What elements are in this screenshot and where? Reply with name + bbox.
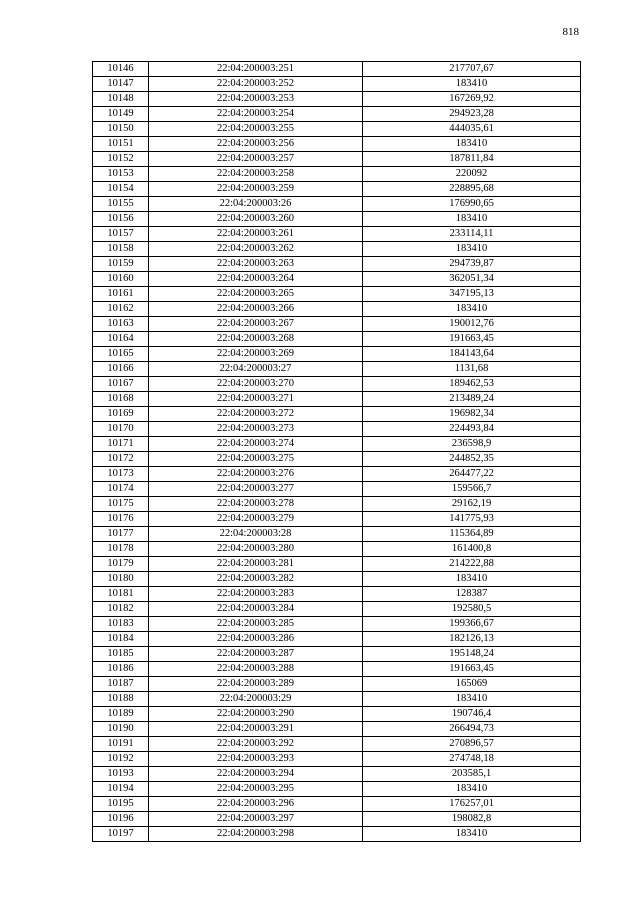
cadastral-number-cell: 22:04:200003:262: [149, 242, 363, 257]
row-number-cell: 10184: [93, 632, 149, 647]
cadastral-number-cell: 22:04:200003:272: [149, 407, 363, 422]
table-row: [93, 632, 581, 647]
value-cell: 182126,13: [363, 632, 581, 647]
value-cell: 191663,45: [363, 332, 581, 347]
row-number-cell: 10182: [93, 602, 149, 617]
table-row: [93, 647, 581, 662]
cadastral-number-cell: 22:04:200003:274: [149, 437, 363, 452]
table-row: [93, 332, 581, 347]
value-cell: 141775,93: [363, 512, 581, 527]
value-cell: 274748,18: [363, 752, 581, 767]
table-row: [93, 602, 581, 617]
cadastral-number-cell: 22:04:200003:294: [149, 767, 363, 782]
value-cell: 183410: [363, 692, 581, 707]
cadastral-number-cell: 22:04:200003:252: [149, 77, 363, 92]
value-cell: 189462,53: [363, 377, 581, 392]
cadastral-number-cell: 22:04:200003:295: [149, 782, 363, 797]
table-row: [93, 722, 581, 737]
table-row: [93, 557, 581, 572]
table-row: [93, 572, 581, 587]
cadastral-number-cell: 22:04:200003:27: [149, 362, 363, 377]
row-number-cell: 10169: [93, 407, 149, 422]
value-cell: 187811,84: [363, 152, 581, 167]
table-row: [93, 827, 581, 842]
page-number: 818: [562, 26, 579, 38]
table-row: [93, 782, 581, 797]
row-number-cell: 10156: [93, 212, 149, 227]
row-number-cell: 10148: [93, 92, 149, 107]
cadastral-number-cell: 22:04:200003:276: [149, 467, 363, 482]
value-cell: 183410: [363, 137, 581, 152]
value-cell: 199366,67: [363, 617, 581, 632]
cadastral-number-cell: 22:04:200003:297: [149, 812, 363, 827]
row-number-cell: 10178: [93, 542, 149, 557]
cadastral-number-cell: 22:04:200003:265: [149, 287, 363, 302]
table-row: [93, 92, 581, 107]
row-number-cell: 10180: [93, 572, 149, 587]
table-row: [93, 152, 581, 167]
cadastral-number-cell: 22:04:200003:257: [149, 152, 363, 167]
cadastral-number-cell: 22:04:200003:285: [149, 617, 363, 632]
row-number-cell: 10195: [93, 797, 149, 812]
table-row: [93, 767, 581, 782]
row-number-cell: 10186: [93, 662, 149, 677]
row-number-cell: 10152: [93, 152, 149, 167]
row-number-cell: 10172: [93, 452, 149, 467]
table-row: [93, 362, 581, 377]
row-number-cell: 10187: [93, 677, 149, 692]
table-row: [93, 242, 581, 257]
value-cell: 264477,22: [363, 467, 581, 482]
table-row: [93, 257, 581, 272]
table-row: [93, 512, 581, 527]
row-number-cell: 10159: [93, 257, 149, 272]
table-row: [93, 527, 581, 542]
table-row: [93, 467, 581, 482]
value-cell: 165069: [363, 677, 581, 692]
cadastral-number-cell: 22:04:200003:267: [149, 317, 363, 332]
table-row: [93, 212, 581, 227]
value-cell: 183410: [363, 782, 581, 797]
row-number-cell: 10192: [93, 752, 149, 767]
value-cell: 266494,73: [363, 722, 581, 737]
value-cell: 183410: [363, 77, 581, 92]
value-cell: 233114,11: [363, 227, 581, 242]
cadastral-number-cell: 22:04:200003:266: [149, 302, 363, 317]
row-number-cell: 10181: [93, 587, 149, 602]
row-number-cell: 10167: [93, 377, 149, 392]
table-row: [93, 692, 581, 707]
cadastral-number-cell: 22:04:200003:268: [149, 332, 363, 347]
table-row: [93, 77, 581, 92]
row-number-cell: 10174: [93, 482, 149, 497]
value-cell: 294739,87: [363, 257, 581, 272]
value-cell: 176990,65: [363, 197, 581, 212]
table-row: [93, 437, 581, 452]
cadastral-number-cell: 22:04:200003:253: [149, 92, 363, 107]
table-row: [93, 422, 581, 437]
row-number-cell: 10170: [93, 422, 149, 437]
table-row: [93, 317, 581, 332]
table-row: [93, 137, 581, 152]
row-number-cell: 10189: [93, 707, 149, 722]
row-number-cell: 10165: [93, 347, 149, 362]
value-cell: 228895,68: [363, 182, 581, 197]
value-cell: 244852,35: [363, 452, 581, 467]
cadastral-number-cell: 22:04:200003:28: [149, 527, 363, 542]
row-number-cell: 10190: [93, 722, 149, 737]
cadastral-number-cell: 22:04:200003:269: [149, 347, 363, 362]
cadastral-number-cell: 22:04:200003:291: [149, 722, 363, 737]
cadastral-number-cell: 22:04:200003:277: [149, 482, 363, 497]
row-number-cell: 10162: [93, 302, 149, 317]
value-cell: 203585,1: [363, 767, 581, 782]
cadastral-number-cell: 22:04:200003:275: [149, 452, 363, 467]
row-number-cell: 10158: [93, 242, 149, 257]
value-cell: 196982,34: [363, 407, 581, 422]
table-row: [93, 62, 581, 77]
value-cell: 236598,9: [363, 437, 581, 452]
row-number-cell: 10155: [93, 197, 149, 212]
row-number-cell: 10153: [93, 167, 149, 182]
cadastral-number-cell: 22:04:200003:296: [149, 797, 363, 812]
value-cell: 167269,92: [363, 92, 581, 107]
cadastral-number-cell: 22:04:200003:284: [149, 602, 363, 617]
row-number-cell: 10179: [93, 557, 149, 572]
table-row: [93, 377, 581, 392]
table-row: [93, 587, 581, 602]
table-row: [93, 677, 581, 692]
row-number-cell: 10176: [93, 512, 149, 527]
value-cell: 161400,8: [363, 542, 581, 557]
table-row: [93, 452, 581, 467]
value-cell: 192580,5: [363, 602, 581, 617]
cadastral-number-cell: 22:04:200003:271: [149, 392, 363, 407]
value-cell: 128387: [363, 587, 581, 602]
value-cell: 224493,84: [363, 422, 581, 437]
value-cell: 195148,24: [363, 647, 581, 662]
value-cell: 29162,19: [363, 497, 581, 512]
row-number-cell: 10164: [93, 332, 149, 347]
row-number-cell: 10188: [93, 692, 149, 707]
value-cell: 183410: [363, 212, 581, 227]
row-number-cell: 10194: [93, 782, 149, 797]
value-cell: 190012,76: [363, 317, 581, 332]
cadastral-number-cell: 22:04:200003:29: [149, 692, 363, 707]
value-cell: 184143,64: [363, 347, 581, 362]
cadastral-number-cell: 22:04:200003:286: [149, 632, 363, 647]
cadastral-number-cell: 22:04:200003:290: [149, 707, 363, 722]
value-cell: 115364,89: [363, 527, 581, 542]
cadastral-number-cell: 22:04:200003:258: [149, 167, 363, 182]
table-row: [93, 227, 581, 242]
row-number-cell: 10160: [93, 272, 149, 287]
row-number-cell: 10163: [93, 317, 149, 332]
cadastral-number-cell: 22:04:200003:251: [149, 62, 363, 77]
cadastral-number-cell: 22:04:200003:283: [149, 587, 363, 602]
value-cell: 183410: [363, 572, 581, 587]
row-number-cell: 10147: [93, 77, 149, 92]
value-cell: 159566,7: [363, 482, 581, 497]
value-cell: 198082,8: [363, 812, 581, 827]
row-number-cell: 10149: [93, 107, 149, 122]
cadastral-number-cell: 22:04:200003:292: [149, 737, 363, 752]
row-number-cell: 10171: [93, 437, 149, 452]
cadastral-number-cell: 22:04:200003:254: [149, 107, 363, 122]
cadastral-number-cell: 22:04:200003:278: [149, 497, 363, 512]
value-cell: 217707,67: [363, 62, 581, 77]
value-cell: 220092: [363, 167, 581, 182]
value-cell: 183410: [363, 827, 581, 842]
value-cell: 191663,45: [363, 662, 581, 677]
table-row: [93, 497, 581, 512]
table-body: [93, 62, 581, 842]
value-cell: 176257,01: [363, 797, 581, 812]
cadastral-number-cell: 22:04:200003:256: [149, 137, 363, 152]
cadastral-number-cell: 22:04:200003:255: [149, 122, 363, 137]
row-number-cell: 10154: [93, 182, 149, 197]
value-cell: 190746,4: [363, 707, 581, 722]
cadastral-number-cell: 22:04:200003:280: [149, 542, 363, 557]
row-number-cell: 10173: [93, 467, 149, 482]
table-row: [93, 407, 581, 422]
row-number-cell: 10150: [93, 122, 149, 137]
table-row: [93, 272, 581, 287]
row-number-cell: 10183: [93, 617, 149, 632]
cadastral-number-cell: 22:04:200003:289: [149, 677, 363, 692]
value-cell: 183410: [363, 242, 581, 257]
row-number-cell: 10196: [93, 812, 149, 827]
table-row: [93, 482, 581, 497]
data-table: [92, 61, 581, 842]
cadastral-number-cell: 22:04:200003:273: [149, 422, 363, 437]
cadastral-number-cell: 22:04:200003:26: [149, 197, 363, 212]
value-cell: 347195,13: [363, 287, 581, 302]
cadastral-number-cell: 22:04:200003:261: [149, 227, 363, 242]
table-row: [93, 347, 581, 362]
cadastral-number-cell: 22:04:200003:298: [149, 827, 363, 842]
cadastral-number-cell: 22:04:200003:281: [149, 557, 363, 572]
table-row: [93, 107, 581, 122]
row-number-cell: 10185: [93, 647, 149, 662]
table-row: [93, 617, 581, 632]
table-row: [93, 662, 581, 677]
row-number-cell: 10175: [93, 497, 149, 512]
row-number-cell: 10193: [93, 767, 149, 782]
table-row: [93, 707, 581, 722]
value-cell: 183410: [363, 302, 581, 317]
cadastral-number-cell: 22:04:200003:263: [149, 257, 363, 272]
row-number-cell: 10177: [93, 527, 149, 542]
table-row: [93, 542, 581, 557]
cadastral-number-cell: 22:04:200003:279: [149, 512, 363, 527]
cadastral-number-cell: 22:04:200003:293: [149, 752, 363, 767]
table-row: [93, 797, 581, 812]
table-row: [93, 812, 581, 827]
value-cell: 213489,24: [363, 392, 581, 407]
cadastral-number-cell: 22:04:200003:287: [149, 647, 363, 662]
cadastral-number-cell: 22:04:200003:288: [149, 662, 363, 677]
row-number-cell: 10146: [93, 62, 149, 77]
table-row: [93, 302, 581, 317]
cadastral-number-cell: 22:04:200003:259: [149, 182, 363, 197]
table-row: [93, 182, 581, 197]
cadastral-number-cell: 22:04:200003:270: [149, 377, 363, 392]
value-cell: 294923,28: [363, 107, 581, 122]
value-cell: 362051,34: [363, 272, 581, 287]
table-row: [93, 197, 581, 212]
table-row: [93, 287, 581, 302]
cadastral-number-cell: 22:04:200003:264: [149, 272, 363, 287]
table-row: [93, 752, 581, 767]
row-number-cell: 10191: [93, 737, 149, 752]
table-row: [93, 167, 581, 182]
value-cell: 444035,61: [363, 122, 581, 137]
row-number-cell: 10151: [93, 137, 149, 152]
table-row: [93, 737, 581, 752]
table-row: [93, 392, 581, 407]
value-cell: 214222,88: [363, 557, 581, 572]
cadastral-number-cell: 22:04:200003:260: [149, 212, 363, 227]
value-cell: 270896,57: [363, 737, 581, 752]
table-row: [93, 122, 581, 137]
row-number-cell: 10166: [93, 362, 149, 377]
value-cell: 1131,68: [363, 362, 581, 377]
row-number-cell: 10197: [93, 827, 149, 842]
row-number-cell: 10168: [93, 392, 149, 407]
row-number-cell: 10161: [93, 287, 149, 302]
row-number-cell: 10157: [93, 227, 149, 242]
cadastral-number-cell: 22:04:200003:282: [149, 572, 363, 587]
